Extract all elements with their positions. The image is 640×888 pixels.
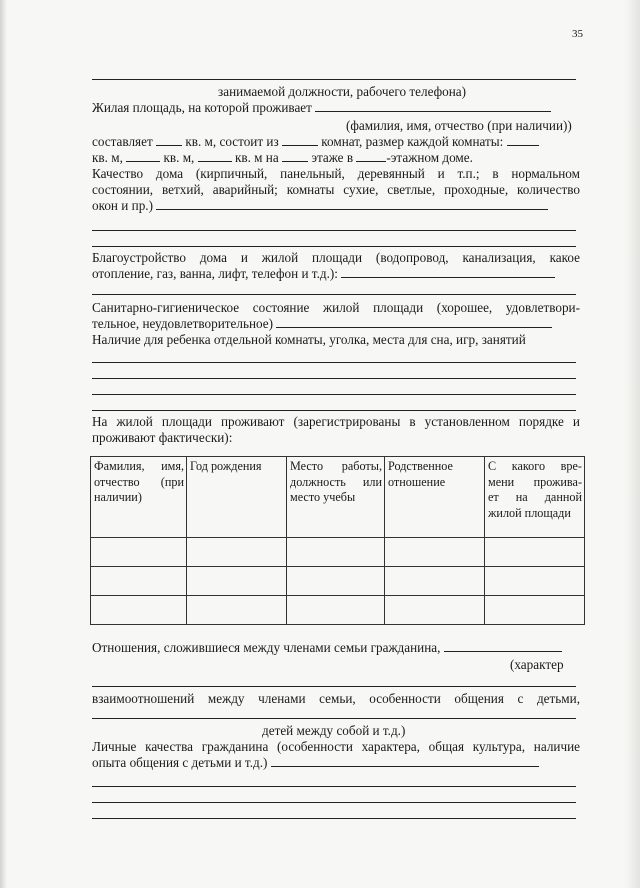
- fill-line: [92, 410, 576, 411]
- header-name: Фамилия, имя, отчество (при наличии): [91, 457, 187, 538]
- fill-line: [92, 230, 576, 231]
- header-relationship: Родственное отношение: [385, 457, 485, 538]
- relations-label: Отношения, сложившиеся между членами семьи гражданина,: [92, 640, 562, 656]
- fill-line: [92, 378, 576, 379]
- house-quality-line-1: Качество дома (кирпичный, панельный, деревянный и т.п.; в нормальном: [92, 166, 580, 181]
- child-room-label: Наличие для ребенка отдельной комнаты, уголка, места для сна, игр, занятий: [92, 332, 526, 347]
- fill-line: [92, 246, 576, 247]
- fill-line: [92, 802, 576, 803]
- fill-line: [92, 818, 576, 819]
- header-living-since: С какого вре- мени прожива- ет на данной жилой площади: [485, 457, 585, 538]
- amenities-line-2: отопление, газ, ванна, лифт, телефон и т.д.):: [92, 266, 555, 282]
- table-row: [91, 596, 585, 625]
- relations-line-2: взаимоотношений между членами семьи, особенности общения с детьми,: [92, 691, 580, 706]
- area-line-2: кв. м, кв. м, кв. м на этаже в -этажном доме.: [92, 150, 473, 165]
- scan-edge-left: [0, 0, 7, 888]
- header-work-place: Место работы, должность или место учебы: [287, 457, 385, 538]
- fill-line: [92, 79, 576, 80]
- house-quality-line-2: состоянии, ветхий, аварийный; комнаты сухие, светлые, проходные, количество: [92, 182, 580, 197]
- fill-line: [92, 686, 576, 687]
- house-quality-line-3: окон и пр.): [92, 198, 548, 214]
- residents-intro-line-2: проживают фактически):: [92, 430, 233, 445]
- hint-position: занимаемой должности, рабочего телефона): [218, 84, 467, 99]
- amenities-line-1: Благоустройство дома и жилой площади (водопровод, канализация, какое: [92, 250, 580, 265]
- table-row: [91, 567, 585, 596]
- fill-line: [92, 786, 576, 787]
- header-birth-year: Год рождения: [187, 457, 287, 538]
- fill-line: [92, 718, 576, 719]
- personal-line-2: опыта общения с детьми и т.д.): [92, 755, 539, 771]
- residents-intro-line-1: На жилой площади проживают (зарегистрированы в установленном порядке и: [92, 414, 580, 429]
- table-row: [91, 538, 585, 567]
- hint-fio: (фамилия, имя, отчество (при наличии)): [346, 118, 572, 133]
- fill-line: [92, 362, 576, 363]
- relations-line-3: детей между собой и т.д.): [262, 723, 406, 738]
- fill-line: [92, 294, 576, 295]
- relations-hint: (характер: [510, 657, 564, 672]
- residents-table: [90, 456, 585, 625]
- living-space-label: Жилая площадь, на которой проживает: [92, 100, 551, 116]
- scan-edge-right: [624, 0, 640, 888]
- fill-line: [92, 394, 576, 395]
- personal-line-1: Личные качества гражданина (особенности характера, общая культура, наличие: [92, 739, 580, 754]
- area-line-1: составляет кв. м, состоит из комнат, размер каждой комнаты:: [92, 134, 539, 150]
- table-header-row: [91, 457, 585, 538]
- sanitary-line-1: Санитарно-гигиеническое состояние жилой площади (хорошее, удовлетвори-: [92, 300, 580, 315]
- page-number: 35: [572, 28, 583, 40]
- sanitary-line-2: тельное, неудовлетворительное): [92, 316, 552, 332]
